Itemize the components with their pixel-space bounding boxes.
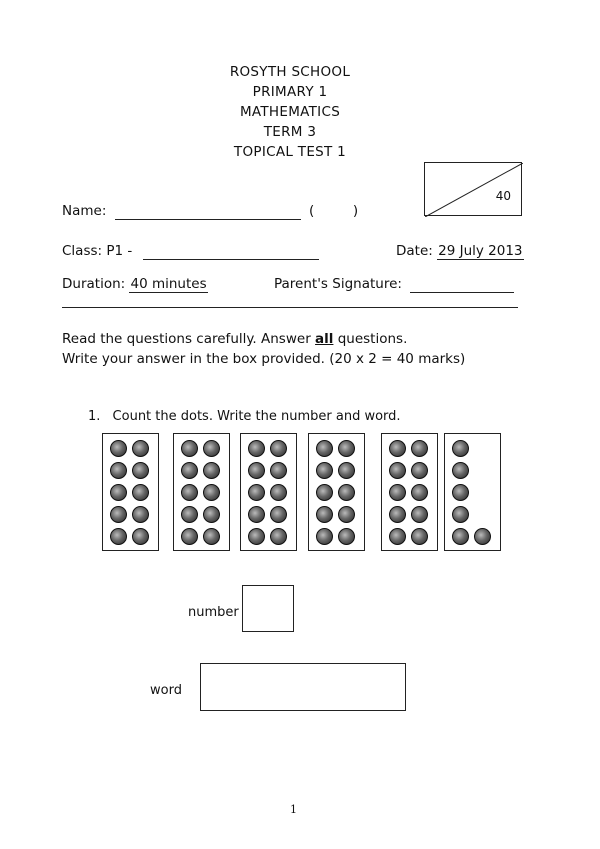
counting-dot bbox=[316, 462, 333, 479]
counting-dot bbox=[203, 506, 220, 523]
instructions-emphasis: all bbox=[315, 331, 334, 347]
score-total: 40 bbox=[495, 189, 511, 203]
name-field[interactable] bbox=[115, 203, 301, 220]
name-row bbox=[62, 203, 358, 220]
counting-dot bbox=[389, 484, 406, 501]
signature-row bbox=[274, 276, 514, 293]
counting-dot bbox=[452, 440, 469, 457]
counting-dot bbox=[270, 528, 287, 545]
counting-dot bbox=[203, 528, 220, 545]
register-paren-open: ( bbox=[308, 203, 315, 219]
counting-dot bbox=[338, 440, 355, 457]
page-number: 1 bbox=[290, 803, 297, 816]
class-row bbox=[62, 243, 319, 260]
counting-dot bbox=[181, 462, 198, 479]
counting-dot bbox=[270, 462, 287, 479]
class-label: Class: P1 - bbox=[62, 243, 133, 259]
counting-dot bbox=[452, 506, 469, 523]
counting-dot bbox=[452, 528, 469, 545]
counting-dot bbox=[203, 484, 220, 501]
counting-dot bbox=[411, 506, 428, 523]
counting-dot bbox=[338, 484, 355, 501]
dot-column-6 bbox=[444, 433, 501, 551]
counting-dot bbox=[110, 462, 127, 479]
counting-dot bbox=[316, 528, 333, 545]
counting-dot bbox=[389, 528, 406, 545]
counting-dot bbox=[389, 462, 406, 479]
dot-column-3 bbox=[240, 433, 297, 551]
dot-column-5 bbox=[381, 433, 438, 551]
class-field[interactable] bbox=[143, 243, 319, 260]
counting-dot bbox=[389, 440, 406, 457]
counting-dot bbox=[248, 440, 265, 457]
counting-dot bbox=[181, 484, 198, 501]
question-number: 1. bbox=[88, 409, 101, 424]
counting-dot bbox=[132, 528, 149, 545]
counting-dot bbox=[181, 528, 198, 545]
counting-dot bbox=[181, 506, 198, 523]
counting-dot bbox=[452, 462, 469, 479]
counting-dot bbox=[411, 440, 428, 457]
counting-dot bbox=[270, 440, 287, 457]
word-answer-box[interactable] bbox=[200, 663, 406, 711]
duration-value: 40 minutes bbox=[130, 276, 207, 292]
question-text: Count the dots. Write the number and word. bbox=[112, 409, 401, 424]
register-paren-close: ) bbox=[352, 203, 359, 219]
date-value: 29 July 2013 bbox=[438, 243, 523, 259]
counting-dot bbox=[316, 484, 333, 501]
instructions-text-a: Read the questions carefully. Answer bbox=[62, 331, 316, 347]
signature-field[interactable] bbox=[410, 276, 514, 293]
header-line-subject: MATHEMATICS bbox=[239, 104, 341, 120]
header-line-test: TOPICAL TEST 1 bbox=[233, 144, 347, 160]
counting-dot bbox=[338, 462, 355, 479]
school-header bbox=[190, 62, 390, 162]
counting-dot bbox=[132, 462, 149, 479]
counting-dot bbox=[248, 528, 265, 545]
header-line-term: TERM 3 bbox=[263, 124, 317, 140]
counting-dot bbox=[110, 484, 127, 501]
counting-dot bbox=[316, 440, 333, 457]
counting-dot bbox=[248, 462, 265, 479]
signature-label: Parent's Signature: bbox=[274, 276, 402, 292]
counting-dot bbox=[411, 528, 428, 545]
question-1 bbox=[88, 409, 401, 424]
counting-dot bbox=[248, 506, 265, 523]
duration-label: Duration: bbox=[62, 276, 126, 292]
word-label: word bbox=[150, 683, 182, 698]
header-line-school: ROSYTH SCHOOL bbox=[229, 64, 351, 80]
counting-dot bbox=[132, 440, 149, 457]
date-label: Date: bbox=[396, 243, 433, 259]
score-box bbox=[424, 162, 522, 216]
counting-dot bbox=[203, 440, 220, 457]
counting-dot bbox=[411, 462, 428, 479]
counting-dot bbox=[132, 484, 149, 501]
counting-dot bbox=[452, 484, 469, 501]
counting-dot bbox=[411, 484, 428, 501]
instructions-line-1 bbox=[62, 331, 407, 347]
counting-dot bbox=[474, 528, 491, 545]
date-row bbox=[396, 243, 524, 259]
dot-column-2 bbox=[173, 433, 230, 551]
name-label: Name: bbox=[62, 203, 107, 219]
counting-dot bbox=[248, 484, 265, 501]
counting-dot bbox=[181, 440, 198, 457]
counting-dot bbox=[110, 506, 127, 523]
counting-dot bbox=[132, 506, 149, 523]
counting-dot bbox=[270, 506, 287, 523]
dot-column-1 bbox=[102, 433, 159, 551]
counting-dot bbox=[203, 462, 220, 479]
number-label: number bbox=[188, 605, 239, 620]
duration-row bbox=[62, 276, 208, 292]
instructions-text-b: questions. bbox=[333, 331, 408, 347]
counting-dot bbox=[338, 528, 355, 545]
counting-dot bbox=[389, 506, 406, 523]
counting-dot bbox=[316, 506, 333, 523]
dot-column-4 bbox=[308, 433, 365, 551]
header-divider bbox=[62, 307, 518, 308]
number-answer-box[interactable] bbox=[242, 585, 294, 632]
counting-dot bbox=[110, 440, 127, 457]
instructions-line-2: Write your answer in the box provided. (20 x 2 = 40 marks) bbox=[62, 351, 466, 367]
header-line-level: PRIMARY 1 bbox=[252, 84, 328, 100]
counting-dot bbox=[270, 484, 287, 501]
counting-dot bbox=[110, 528, 127, 545]
counting-dot bbox=[338, 506, 355, 523]
